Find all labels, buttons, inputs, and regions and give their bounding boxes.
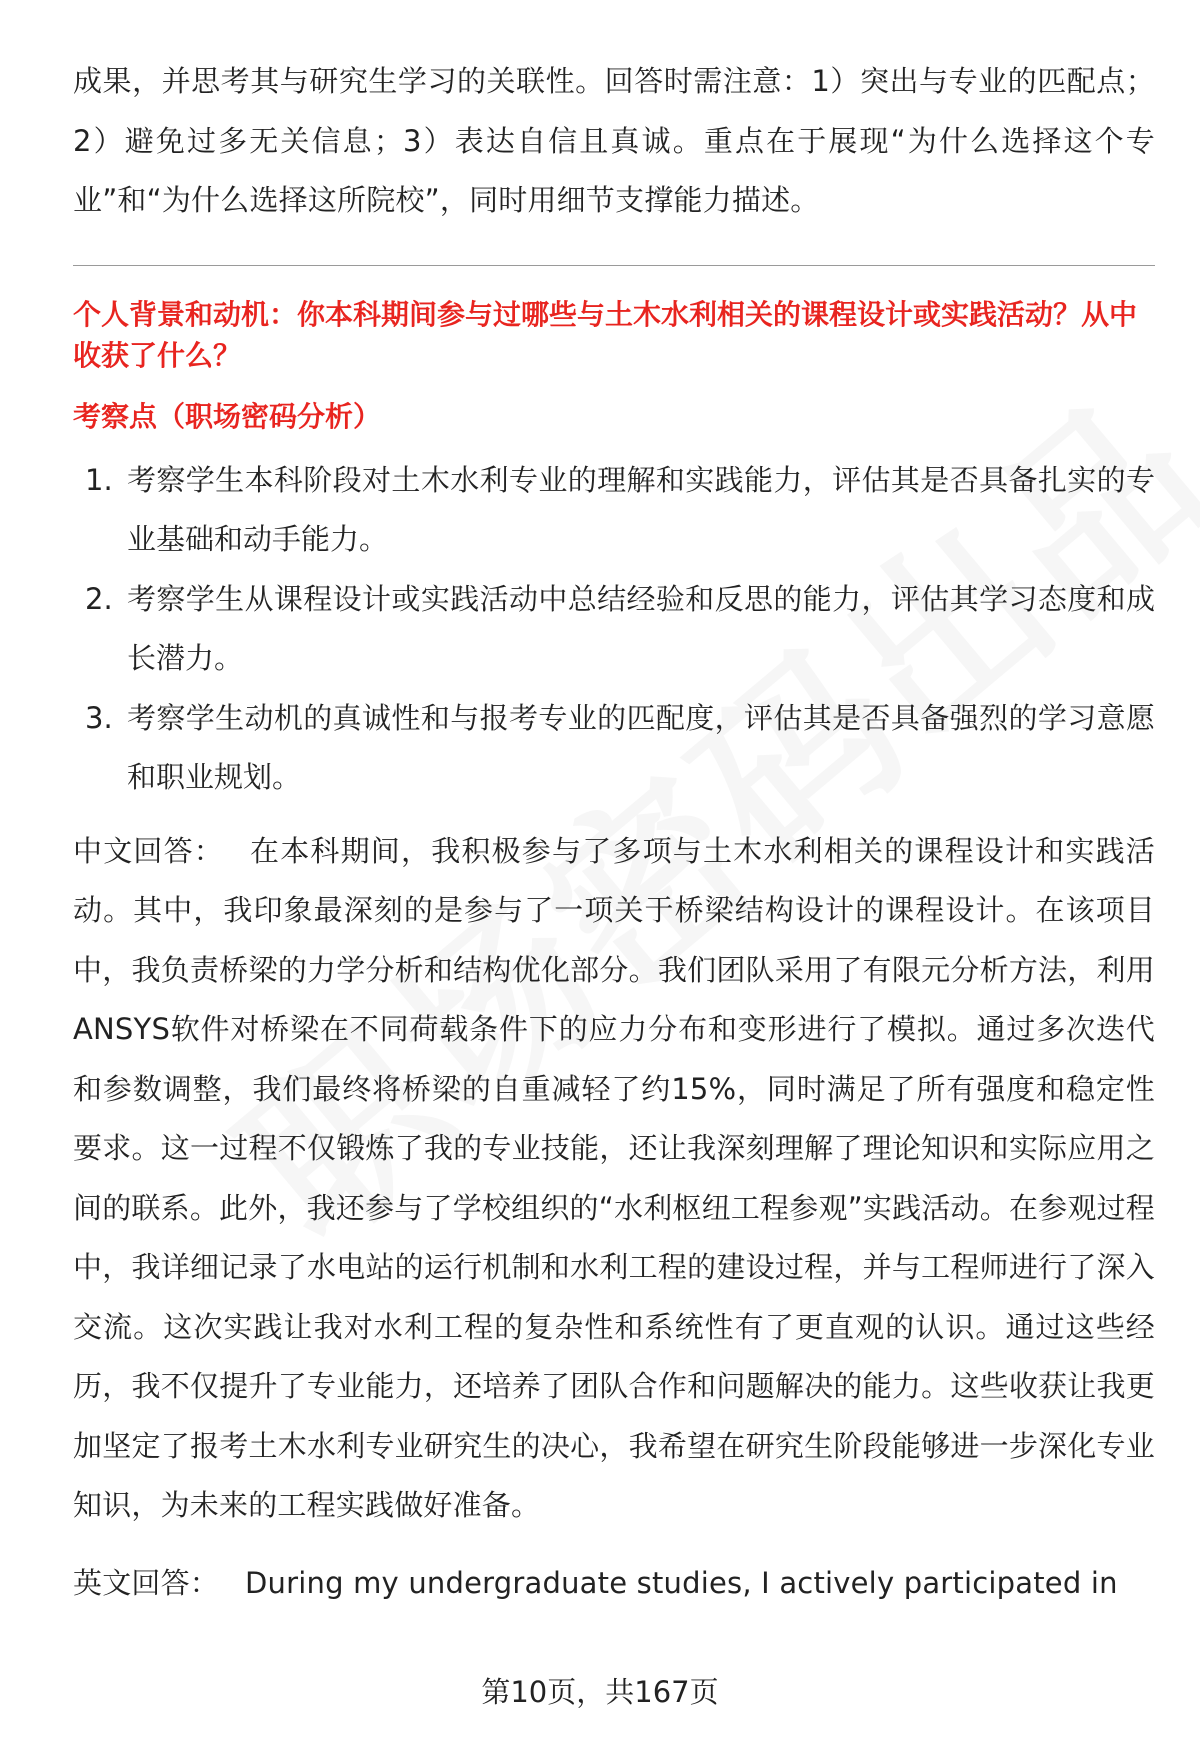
english-answer-text: During my undergraduate studies, I actively participated in xyxy=(245,1565,1118,1600)
focus-point xyxy=(73,570,1155,689)
page-footer: 第10页，共167页 xyxy=(481,1675,719,1709)
question-title: 个人背景和动机：你本科期间参与过哪些与土木水利相关的课程设计或实践活动？从中收获了什么？ xyxy=(73,297,1138,372)
focus-point-text: 考察学生动机的真诚性和与报考专业的匹配度，评估其是否具备强烈的学习意愿和职业规划。 xyxy=(127,700,1155,794)
english-answer xyxy=(73,1554,1155,1614)
section-divider xyxy=(73,265,1155,266)
focus-point-number: 3. xyxy=(85,700,113,735)
focus-point xyxy=(73,451,1155,570)
chinese-answer-label: 中文回答： xyxy=(73,833,224,868)
chinese-answer xyxy=(73,822,1155,1536)
english-answer-label: 英文回答： xyxy=(73,1565,220,1600)
focus-points-list xyxy=(73,451,1155,808)
focus-point-number: 2. xyxy=(85,581,113,616)
page-content xyxy=(73,52,1155,1613)
focus-point xyxy=(73,689,1155,808)
focus-point-text: 考察学生从课程设计或实践活动中总结经验和反思的能力，评估其学习态度和成长潜力。 xyxy=(127,581,1155,675)
chinese-answer-text: 在本科期间，我积极参与了多项与土木水利相关的课程设计和实践活动。其中，我印象最深刻的是参与了一项关于桥梁结构设计的课程设计。在该项目中，我负责桥梁的力学分析和结构优化部分。我们团队采用了有限元分析方法，利用ANSYS软件对桥梁在不同荷载条件下的应力分布和变形进行了模拟。通过多次迭代和参数调整，我们最终将桥梁的自重减轻了约15%，同时满足了所有强度和稳定性要求。这一过程不仅锻炼了我的专业技能，还让我深刻理解了理论知识和实际应用之间的联系。此外，我还参与了学校组织的“水利枢纽工程参观”实践活动。在参观过程中，我详细记录了水电站的运行机制和水利工程的建设过程，并与工程师进行了深入交流。这次实践让我对水利工程的复杂性和系统性有了更直观的认识。通过这些经历，我不仅提升了专业能力，还培养了团队合作和问题解决的能力。这些收获让我更加坚定了报考土木水利专业研究生的决心，我希望在研究生阶段能够进一步深化专业知识，为未来的工程实践做好准备。 xyxy=(73,833,1155,1522)
focus-heading: 考察点（职场密码分析） xyxy=(73,399,382,433)
intro-paragraph: 成果，并思考其与研究生学习的关联性。回答时需注意：1）突出与专业的匹配点；2）避免过多无关信息；3）表达自信且真诚。重点在于展现“为什么选择这个专业”和“为什么选择这所院校”，同时用细节支撑能力描述。 xyxy=(73,64,1155,217)
focus-point-number: 1. xyxy=(85,462,113,497)
focus-point-text: 考察学生本科阶段对土木水利专业的理解和实践能力，评估其是否具备扎实的专业基础和动手能力。 xyxy=(127,462,1155,556)
